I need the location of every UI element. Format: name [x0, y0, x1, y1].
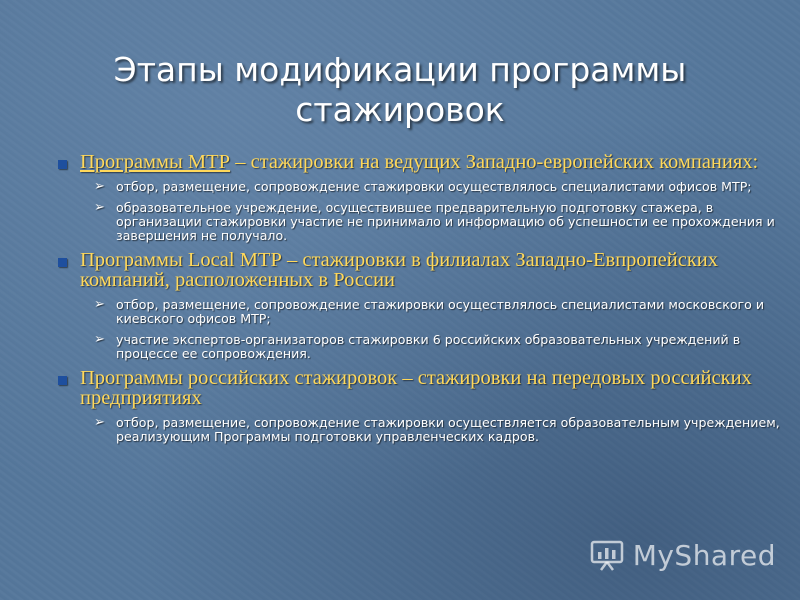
square-bullet-icon [58, 258, 67, 267]
slide-content [58, 152, 788, 451]
watermark [589, 538, 776, 572]
list-item-text: отбор, размещение, сопровождение стажировки осуществляется образовательным учреждением, реализующим Программы подготовки управленческих кадров. [116, 415, 780, 444]
watermark-text: MyShared [632, 538, 776, 572]
square-bullet-icon [58, 160, 67, 169]
list-item [94, 180, 788, 194]
arrow-bullet-icon: ➢ [94, 332, 105, 347]
list-item [94, 201, 788, 243]
section-3-list [94, 416, 788, 444]
section-1-heading-rest: – стажировки на ведущих Западно-европейских компаниях: [230, 151, 759, 173]
list-item [94, 333, 788, 361]
section-3 [58, 368, 788, 444]
section-1-list [94, 180, 788, 243]
arrow-bullet-icon: ➢ [94, 297, 105, 312]
arrow-bullet-icon: ➢ [94, 179, 105, 194]
list-item-text: участие экспертов-организаторов стажировки 6 российских образовательных учреждений в процессе ее сопровождения. [116, 332, 741, 361]
section-2-heading: Программы Local МТР – стажировки в филиалах Западно-Евпропейских компаний, расположенных в России [80, 249, 719, 291]
list-item-text: образовательное учреждение, осуществившее предварительную подготовку стажера, в организации стажировки участие не принимало и информацию об успешности ее прохождения и завершения не получало. [116, 200, 775, 243]
arrow-bullet-icon: ➢ [94, 415, 105, 430]
presentation-board-icon [589, 538, 625, 572]
slide-title: Этапы модификации программы стажировок [113, 50, 687, 129]
section-2-list [94, 298, 788, 361]
section-1 [58, 152, 788, 243]
section-1-heading [80, 152, 788, 172]
list-item [94, 298, 788, 326]
arrow-bullet-icon: ➢ [94, 200, 105, 215]
list-item [94, 416, 788, 444]
section-1-link[interactable]: Программы МТР [80, 151, 231, 173]
section-3-heading: Программы российских стажировок – стажировки на передовых российских предприятиях [80, 367, 752, 409]
section-2 [58, 250, 788, 361]
square-bullet-icon [58, 376, 67, 385]
list-item-text: отбор, размещение, сопровождение стажировки осуществлялось специалистами офисов МТР; [116, 179, 752, 194]
list-item-text: отбор, размещение, сопровождение стажировки осуществлялось специалистами московского и киевского офисов МТР; [116, 297, 765, 326]
